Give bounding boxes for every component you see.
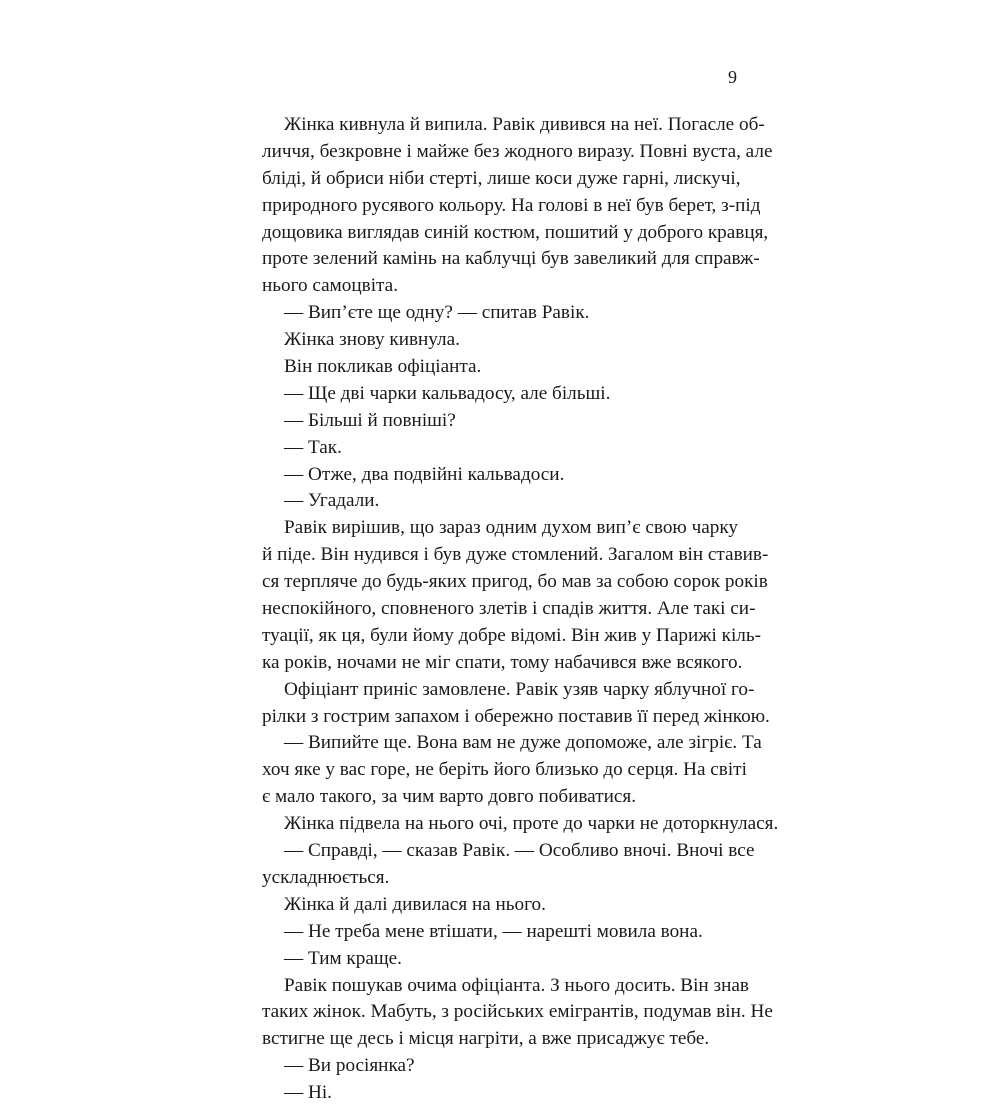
text-line: дощовика виглядав синій костюм, пошитий у доброго кравця, xyxy=(262,221,769,243)
text-line: Равік пошукав очима офіціанта. З нього досить. Він знав xyxy=(284,974,749,996)
text-line: хоч яке у вас горе, не беріть його близько до серця. На світі xyxy=(262,759,747,781)
text-line: бліді, й обриси ніби стерті, лише коси дуже гарні, лискучі, xyxy=(262,167,741,189)
text-line: Жінка знову кивнула. xyxy=(284,329,460,351)
text-line: Жінка кивнула й випила. Равік дивився на неї. Погасле об- xyxy=(284,114,765,135)
body-text xyxy=(262,112,779,1107)
text-line: ускладнюється. xyxy=(262,866,390,888)
text-line: неспокійного, сповненого злетів і спадів життя. Але такі си- xyxy=(262,598,756,620)
text-line: — Ні. xyxy=(284,1082,332,1104)
text-line: — Тим краще. xyxy=(284,947,402,969)
text-line: Жінка й далі дивилася на нього. xyxy=(284,893,546,915)
page-number: 9 xyxy=(728,67,737,87)
text-line: — Отже, два подвійні кальвадоси. xyxy=(284,463,565,485)
text-line: — Випийте ще. Вона вам не дуже допоможе, але зігріє. Та xyxy=(284,732,762,754)
text-line: природного русявого кольору. На голові в неї був берет, з-під xyxy=(262,194,761,216)
text-line: встигне ще десь і місця нагріти, а вже присаджує тебе. xyxy=(262,1028,710,1050)
text-line: — Так. xyxy=(284,436,342,458)
text-line: нього самоцвіта. xyxy=(262,275,398,297)
text-line: й піде. Він нудився і був дуже стомлений. Загалом він ставив- xyxy=(262,544,769,566)
text-line: — Угадали. xyxy=(284,490,380,512)
text-line: — Справді, — сказав Равік. — Особливо вночі. Вночі все xyxy=(284,840,755,862)
text-line: — Більші й повніші? xyxy=(284,409,456,431)
text-line: ся терпляче до будь-яких пригод, бо мав за собою сорок років xyxy=(262,571,768,593)
text-line: — Не треба мене втішати, — нарешті мовила вона. xyxy=(284,920,703,942)
text-line: — Вип’єте ще одну? — спитав Равік. xyxy=(284,302,590,324)
text-line: проте зелений камінь на каблучці був завеликий для справж- xyxy=(262,248,760,270)
text-line: Офіціант приніс замовлене. Равік узяв чарку яблучної го- xyxy=(284,678,755,700)
text-line: є мало такого, за чим варто довго побиватися. xyxy=(262,786,636,808)
text-line: ка років, ночами не міг спати, тому набачився вже всякого. xyxy=(262,651,743,673)
text-line: личчя, безкровне і майже без жодного виразу. Повні вуста, але xyxy=(262,140,773,162)
text-line: — Ви росіянка? xyxy=(284,1055,415,1077)
text-line: туації, як ця, були йому добре відомі. Він жив у Парижі кіль- xyxy=(262,624,762,646)
text-line: рілки з гострим запахом і обережно поставив її перед жінкою. xyxy=(262,705,770,727)
text-line: — Ще дві чарки кальвадосу, але більші. xyxy=(284,382,611,404)
text-line: Жінка підвела на нього очі, проте до чарки не доторкнулася. xyxy=(284,813,779,835)
text-line: таких жінок. Мабуть, з російських емігрантів, подумав він. Не xyxy=(262,1001,773,1023)
text-line: Равік вирішив, що зараз одним духом вип’є свою чарку xyxy=(284,517,738,539)
text-line: Він покликав офіціанта. xyxy=(284,356,482,378)
